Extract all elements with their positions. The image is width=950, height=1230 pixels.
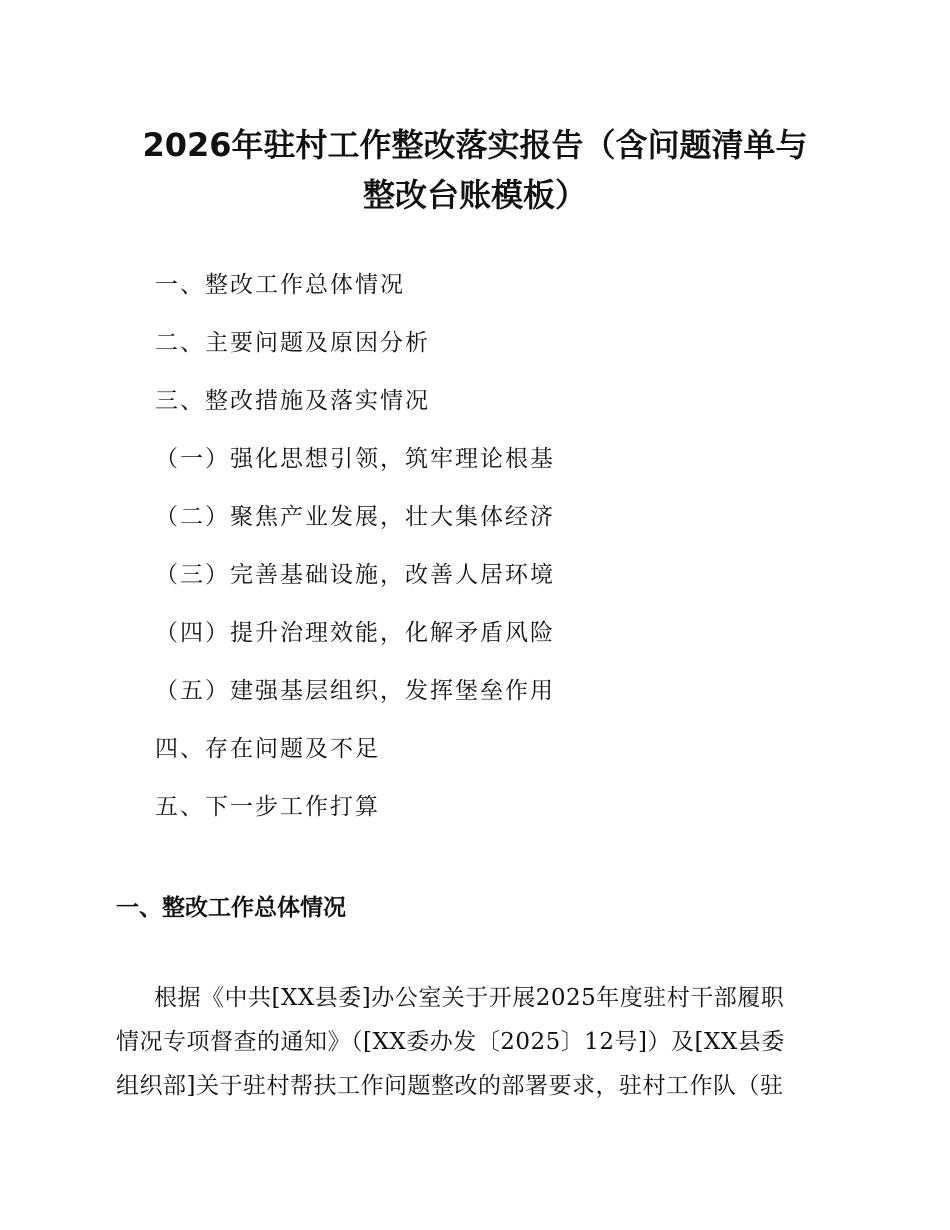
toc-subitem: （四）提升治理效能，化解矛盾风险 [155, 620, 555, 646]
title-line-1: 2026年驻村工作整改落实报告（含问题清单与 [142, 126, 808, 164]
title-line-2: 整改台账模板） [362, 176, 587, 214]
table-of-contents [155, 263, 555, 843]
toc-item: 一、整改工作总体情况 [155, 272, 405, 298]
body-line: 组织部]关于驻村帮扶工作问题整改的部署要求，驻村工作队（驻 [116, 1073, 784, 1099]
toc-item: 五、下一步工作打算 [155, 794, 380, 820]
body-paragraph [116, 976, 824, 1108]
body-line: 根据《中共[XX县委]办公室关于开展2025年度驻村干部履职 [154, 985, 785, 1011]
section-heading: 一、整改工作总体情况 [116, 895, 346, 921]
body-line: 情况专项督查的通知》（[XX委办发〔2025〕12号]）及[XX县委 [116, 1029, 785, 1055]
toc-item: 二、主要问题及原因分析 [155, 330, 430, 356]
toc-item: 四、存在问题及不足 [155, 736, 380, 762]
toc-subitem: （二）聚焦产业发展，壮大集体经济 [155, 504, 555, 530]
toc-subitem: （五）建强基层组织，发挥堡垒作用 [155, 678, 555, 704]
toc-item: 三、整改措施及落实情况 [155, 388, 430, 414]
toc-subitem: （一）强化思想引领，筑牢理论根基 [155, 446, 555, 472]
document-title [100, 120, 850, 220]
toc-subitem: （三）完善基础设施，改善人居环境 [155, 562, 555, 588]
